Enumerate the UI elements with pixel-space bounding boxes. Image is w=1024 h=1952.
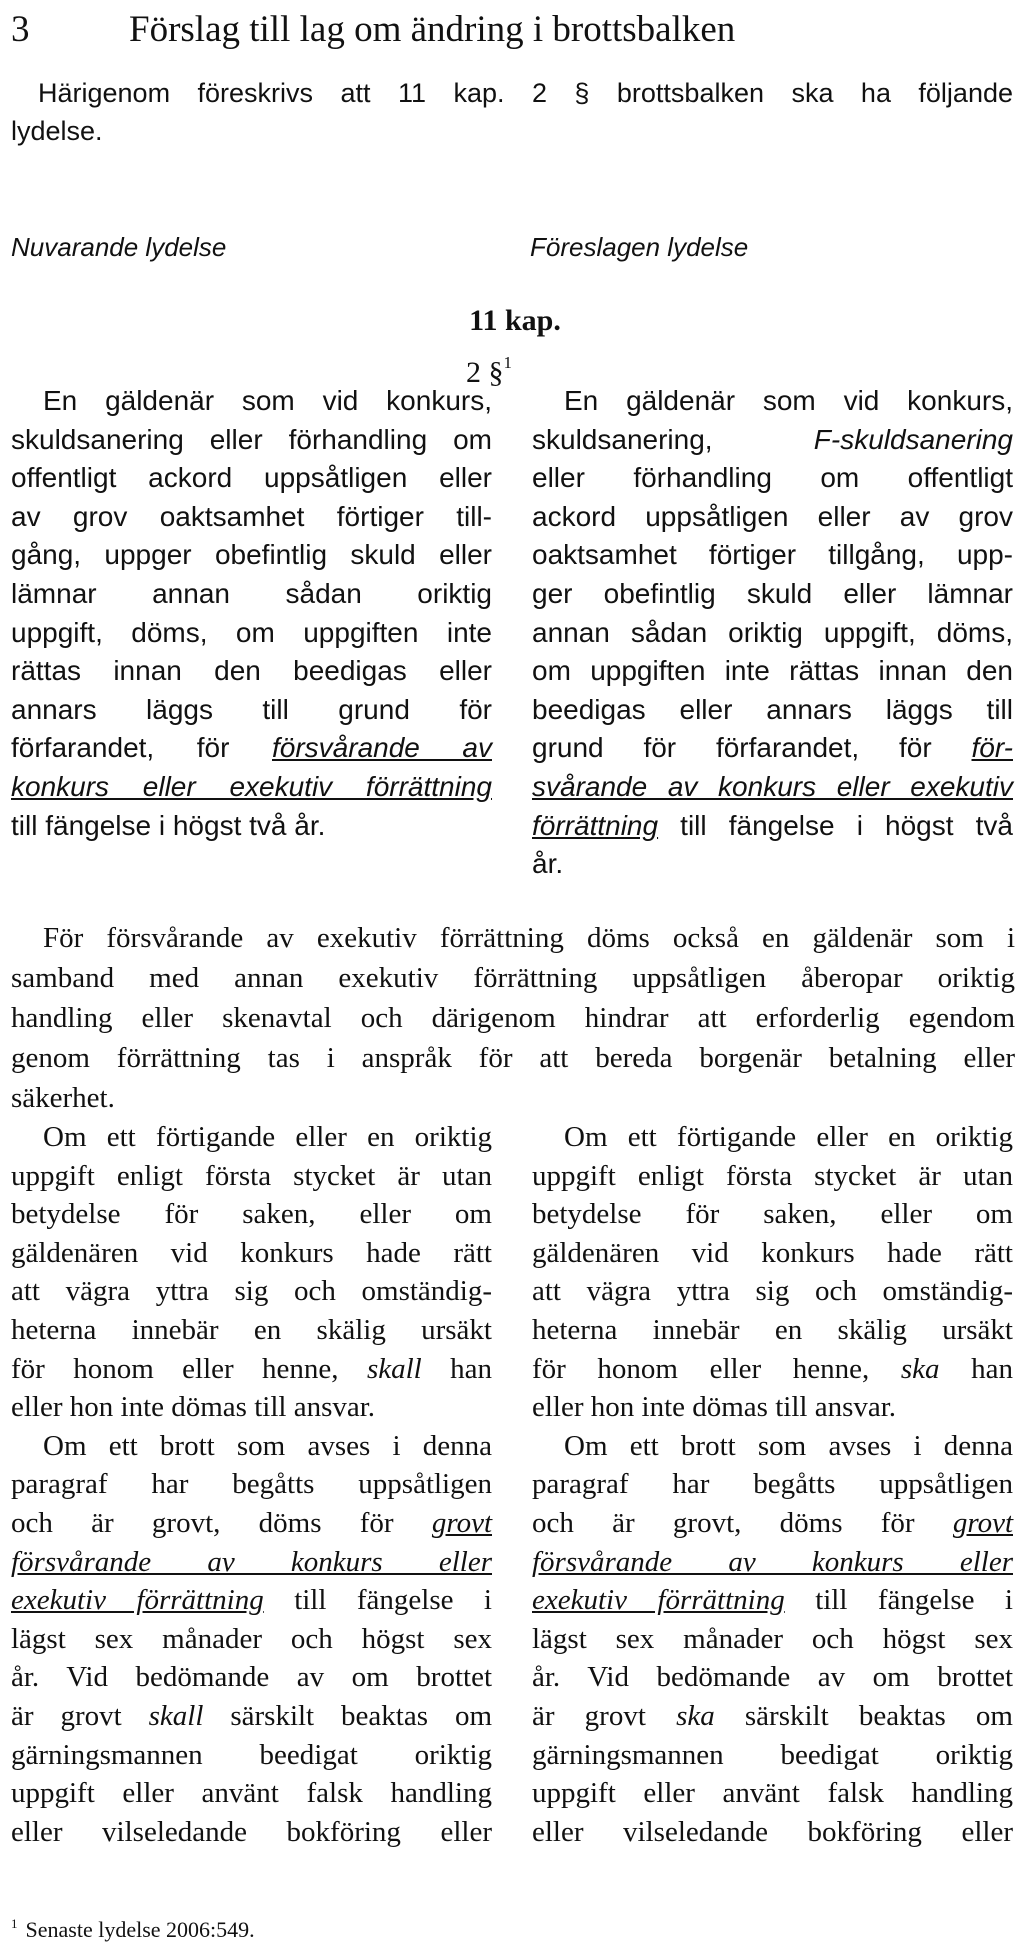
text-line: betydelse för saken, eller om [11,1198,492,1231]
text-line: Om ett brott som avses i denna [564,1429,1013,1462]
amended-text: svårande av konkurs eller exekutiv [532,770,1013,802]
text-segment: förfarandet, för [11,732,272,764]
text-line: En gäldenär som vid konkurs, [43,385,492,416]
text-line: uppgift eller använt falsk handling [532,1777,1013,1810]
proposed-paragraph-2 [532,1118,1013,1851]
text-segment: för honom eller henne, [11,1352,367,1385]
proposed-wording-label: Föreslagen lydelse [530,232,749,262]
amended-text: konkurs eller exekutiv förrättning [11,770,492,802]
text-line [11,1350,492,1389]
current-paragraph-1 [11,382,492,845]
text-line: om uppgiften inte rättas innan den [532,655,1013,687]
text-line: år. Vid bedömande av om brottet [11,1661,492,1694]
text-line: att vägra yttra sig och omständig- [11,1275,492,1308]
text-line: gång, uppger obefintlig skuld eller [11,539,492,571]
text-line: heterna innebär en skälig ursäkt [532,1313,1013,1346]
footnote [11,1909,255,1945]
amended-text: försvårande av [272,732,492,764]
amended-text: ska [900,1352,940,1385]
heading-title: Förslag till lag om ändring i brottsbalken [129,9,736,50]
text-line [532,1350,1013,1389]
text-line [532,421,1013,460]
text-line: annan sådan oriktig uppgift, döms, [532,616,1013,648]
text-segment: särskilt beaktas om [203,1699,492,1732]
text-line: gäldenären vid konkurs hade rätt [532,1236,1013,1269]
amended-text: exekutiv förrättning [532,1584,785,1617]
text-line [532,1697,1013,1736]
text-line: år. [532,848,564,880]
text-line: lägst sex månader och högst sex [11,1622,492,1655]
text-line: gärningsmannen beedigat oriktig [532,1738,1013,1771]
text-segment: han [421,1352,492,1385]
shared-paragraph [11,918,1015,1118]
text-line: att vägra yttra sig och omständig- [532,1275,1013,1308]
text-line: skuldsanering eller förhandling om [11,423,492,455]
text-line [11,729,492,768]
text-line: till fängelse i högst två år. [11,809,326,841]
footnote-reference: 1 [503,353,512,372]
intro-line: Härigenom föreskrivs att 11 kap. 2 § brottsbalken ska ha följande [38,78,1013,108]
text-line: paragraf har begåtts uppsåtligen [532,1468,1013,1501]
text-line: offentligt ackord uppsåtligen eller [11,462,492,494]
text-line [11,1697,492,1736]
text-line: handling eller skenavtal och därigenom hindrar att erforderlig egendom [11,1002,1015,1034]
amended-text: exekutiv förrättning [11,1584,264,1617]
current-wording-label: Nuvarande lydelse [11,232,227,262]
text-line: betydelse för saken, eller om [532,1198,1013,1231]
text-line: uppgift eller använt falsk handling [11,1777,492,1810]
footnote-text: Senaste lydelse 2006:549. [25,1917,255,1942]
text-line [11,1504,492,1543]
text-segment: är grovt [532,1699,677,1732]
current-paragraph-2 [11,1118,492,1851]
amended-text: grovt [952,1506,1013,1539]
page-heading [11,4,735,56]
amended-text: skall [148,1699,204,1732]
text-line [532,1581,1013,1620]
amended-text: F-skuldsanering [813,423,1013,455]
amended-text: för- [971,732,1013,764]
text-segment: till fängelse i högst två [658,809,1013,841]
amended-text: försvårande av konkurs eller [532,1545,1013,1578]
text-line: eller förhandling om offentligt [532,462,1013,494]
text-line: gärningsmannen beedigat oriktig [11,1738,492,1771]
text-segment: han [939,1352,1013,1385]
text-line: ackord uppsåtligen eller av grov [532,500,1013,532]
text-line: oaktsamhet förtiger tillgång, upp- [532,539,1013,571]
text-line: lägst sex månader och högst sex [532,1622,1013,1655]
text-line: paragraf har begåtts uppsåtligen [11,1468,492,1501]
amended-text: försvårande av konkurs eller [11,1545,492,1578]
text-segment: till fängelse i [784,1584,1013,1617]
text-segment: och är grovt, döms för [11,1506,432,1539]
chapter-heading: 11 kap. [469,304,561,337]
heading-number: 3 [11,9,30,50]
text-line: samband med annan exekutiv förrättning uppsåtligen åberopar oriktig [11,962,1015,994]
text-line [532,729,1013,768]
proposed-paragraph-1 [532,382,1013,884]
text-segment: för honom eller henne, [532,1352,901,1385]
text-line: uppgift, döms, om uppgiften inte [11,616,492,648]
text-line: beedigas eller annars läggs till [532,693,1013,725]
text-line: En gäldenär som vid konkurs, [564,385,1013,416]
intro-paragraph [11,74,1013,150]
text-line: heterna innebär en skälig ursäkt [11,1313,492,1346]
text-line: Om ett förtigande eller en oriktig [43,1121,492,1153]
text-segment: till fängelse i [263,1584,492,1617]
text-segment: är grovt [11,1699,149,1732]
text-line: genom förrättning tas i anspråk för att bereda borgenär betalning eller [11,1042,1015,1074]
intro-line: lydelse. [11,116,103,146]
text-line: säkerhet. [11,1082,115,1114]
text-line: För försvårande av exekutiv förrättning döms också en gäldenär som i [43,922,1015,954]
text-segment: särskilt beaktas om [714,1699,1013,1732]
text-line [532,807,1013,846]
text-line: uppgift enligt första stycket är utan [11,1159,492,1192]
text-segment: och är grovt, döms för [532,1506,953,1539]
text-line [532,1504,1013,1543]
section-number: 2 § [466,356,504,389]
text-line: Om ett brott som avses i denna [43,1429,492,1462]
text-line: uppgift enligt första stycket är utan [532,1159,1013,1192]
text-line: Om ett förtigande eller en oriktig [564,1121,1013,1153]
text-line: eller hon inte dömas till ansvar. [11,1391,376,1424]
text-line: ger obefintlig skuld eller lämnar [532,577,1013,609]
amended-text: ska [676,1699,715,1732]
amended-text: förrättning [532,809,659,841]
footnote-number: 1 [11,1916,18,1931]
text-line [11,1581,492,1620]
text-line: eller hon inte dömas till ansvar. [532,1391,897,1424]
text-segment: skuldsanering, [532,423,814,455]
text-line: år. Vid bedömande av om brottet [532,1661,1013,1694]
amended-text: grovt [431,1506,492,1539]
text-line: annars läggs till grund för [11,693,492,725]
text-line: eller vilseledande bokföring eller [532,1815,1013,1848]
text-line: lämnar annan sådan oriktig [11,577,492,609]
text-line: av grov oaktsamhet förtiger till- [11,500,492,532]
text-line: gäldenären vid konkurs hade rätt [11,1236,492,1269]
text-segment: grund för förfarandet, för [532,732,972,764]
text-line: eller vilseledande bokföring eller [11,1815,492,1848]
text-line: rättas innan den beedigas eller [11,655,492,687]
amended-text: skall [366,1352,422,1385]
